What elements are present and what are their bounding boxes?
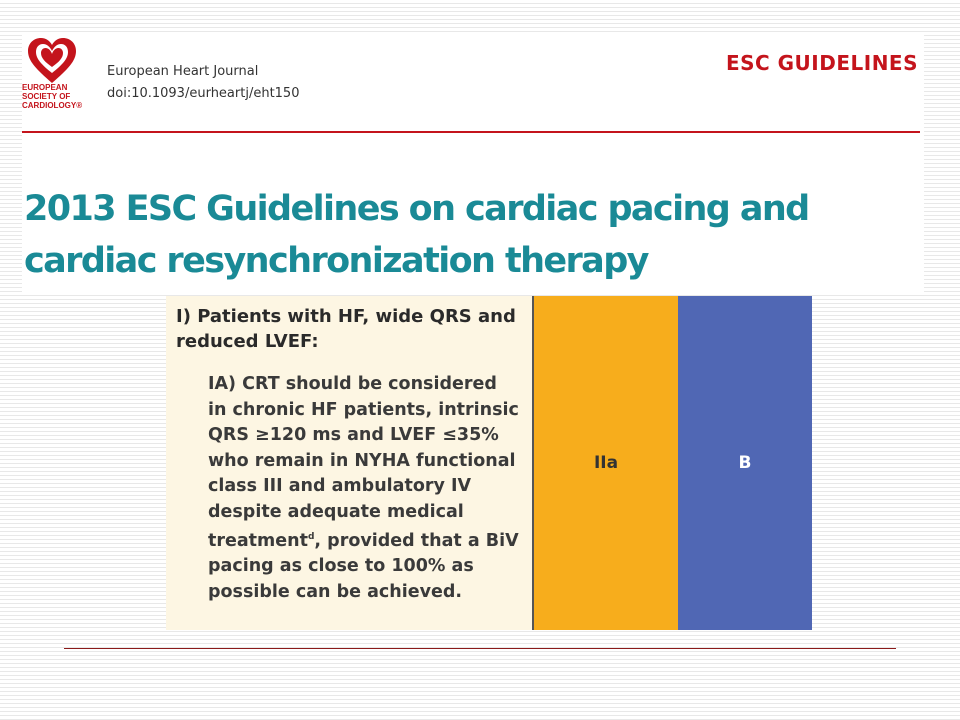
recommendation-table bbox=[166, 296, 812, 630]
footnote-marker: d bbox=[307, 532, 315, 542]
recommendation-label: IA) bbox=[208, 374, 237, 394]
heart-logo-icon bbox=[26, 37, 78, 85]
esc-logo bbox=[22, 37, 88, 125]
journal-info bbox=[107, 61, 299, 105]
logo-wordmark: EUROPEAN SOCIETY OF CARDIOLOGY® bbox=[22, 83, 83, 110]
header-divider bbox=[22, 131, 920, 133]
recommendation-body: CRT should be considered in chronic HF patients, intrinsic QRS ≥120 ms and LVEF ≤35% who remain in NYHA functional class III and ambulatory IV despite adequate medical treatment bbox=[208, 374, 519, 551]
header-panel bbox=[22, 35, 924, 293]
footer-divider bbox=[64, 648, 896, 649]
journal-name: European Heart Journal bbox=[107, 64, 259, 79]
recommendation-body-end: , provided that a BiV pacing as close to 100% as possible can be achieved. bbox=[208, 530, 519, 602]
recommendation-text-cell bbox=[166, 296, 532, 630]
page-title: 2013 ESC Guidelines on cardiac pacing and cardiac resynchronization therapy bbox=[24, 189, 809, 281]
recommendation-text bbox=[208, 372, 520, 605]
journal-doi: doi:10.1093/eurheartj/eht150 bbox=[107, 86, 300, 101]
section-heading: I) Patients with HF, wide QRS and reduced LVEF: bbox=[176, 306, 516, 352]
level-cell: B bbox=[678, 296, 812, 630]
class-cell: IIa bbox=[532, 296, 678, 630]
esc-guidelines-badge: ESC GUIDELINES bbox=[725, 51, 918, 75]
